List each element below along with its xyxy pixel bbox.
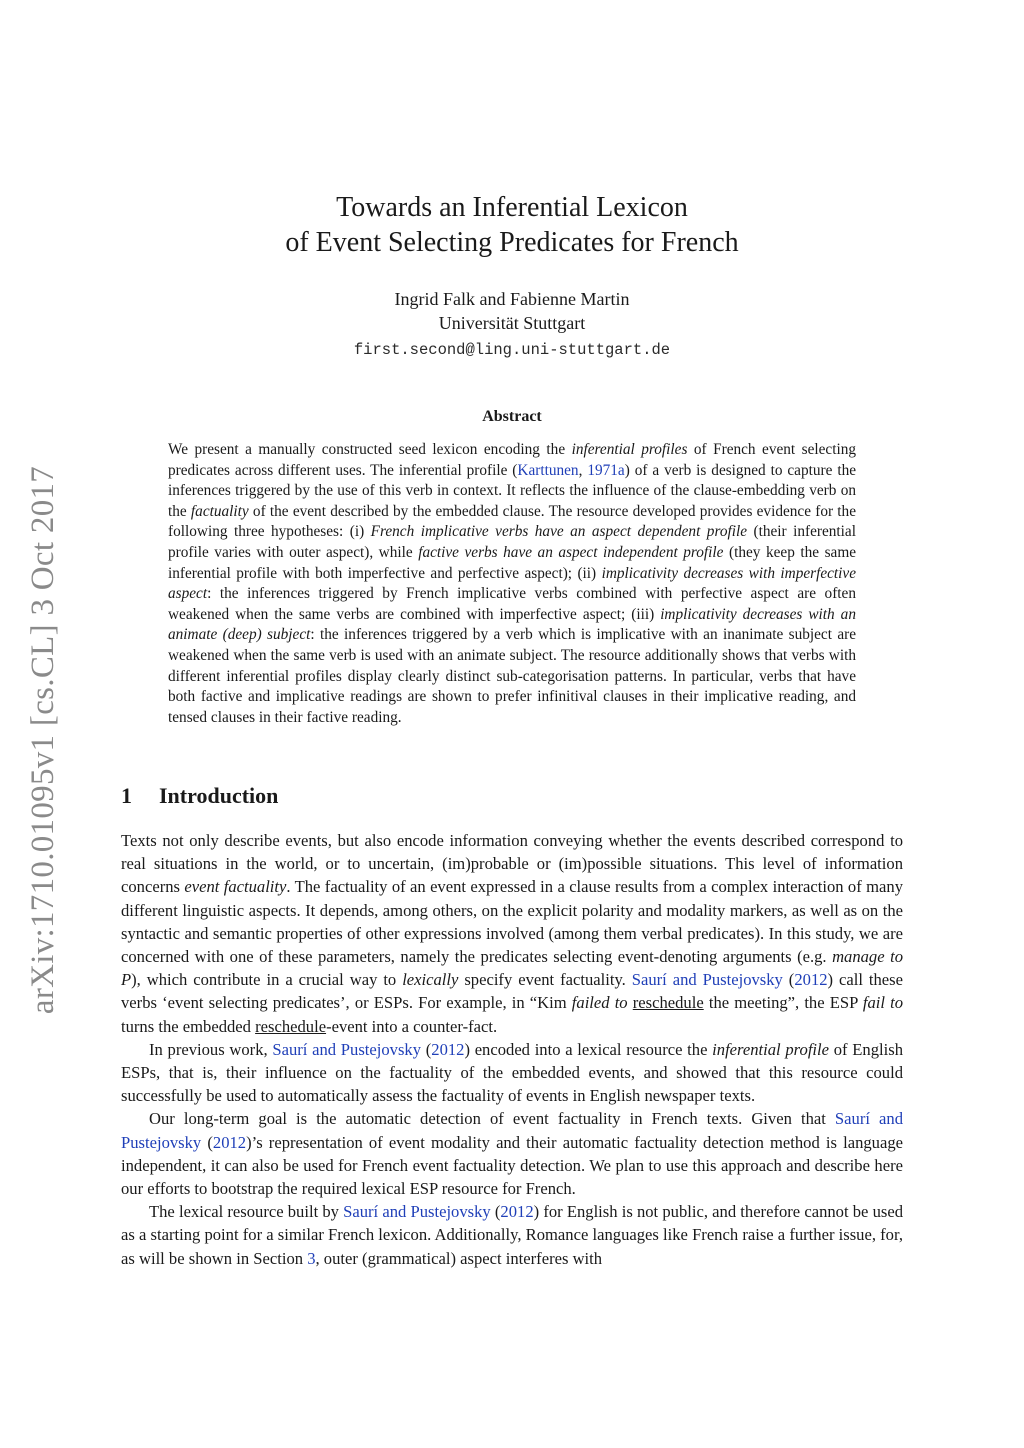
text-run: ( xyxy=(201,1132,213,1152)
text-run: . The factuality of an event expressed in a clause results from a complex interaction of many different linguistic aspects. It depends, among others, on the explicit polarity and modality markers, as well as on the syntactic and semantic properties of other expressions involved (among them verbal predicates). In this study, we are concerned with one of these parameters, namely the predicates selecting event-denoting arguments (e.g. xyxy=(121,877,903,967)
author-affiliation: Universität Stuttgart xyxy=(438,313,586,333)
italic-text: event factuality xyxy=(184,877,287,897)
italic-text: implicativity decreases with imperfective aspect xyxy=(168,564,856,603)
text-run: ( xyxy=(490,1202,501,1222)
citation-link[interactable]: Karttunen xyxy=(517,461,579,479)
body-text xyxy=(121,829,903,1270)
text-run: ( xyxy=(421,1039,432,1059)
text-run: : the inferences triggered by a verb which is implicative with an inanimate subject are weakened when the same verb is used with an animate subject. The resource additionally shows that verbs with different inferential profiles display clearly distinct sub-categorisation patterns. In particular, verbs that have both factive and implicative readings are shown to prefer infinitival clauses in their implicative reading, and tensed clauses in their factive reading. xyxy=(168,626,856,726)
italic-text: factive verbs have an aspect independent profile xyxy=(418,543,724,561)
italic-text: fail to xyxy=(862,993,903,1013)
text-run: (their inferential profile varies with outer aspect), while xyxy=(168,523,856,561)
italic-text: lexically xyxy=(402,970,459,990)
paper-title xyxy=(160,190,864,260)
text-run: of French event selecting predicates across different uses. The inferential profile ( xyxy=(168,441,856,479)
italic-text: inferential profile xyxy=(712,1039,830,1059)
text-run: , xyxy=(578,461,588,479)
text-run: ) of a verb is designed to capture the inferences triggered by the use of this verb in context. It reflects the influence of the clause-embedding verb on the xyxy=(168,461,857,520)
underlined-text: reschedule xyxy=(255,1016,327,1036)
text-run: -event into a counter-fact. xyxy=(326,1016,498,1036)
paragraph xyxy=(121,829,903,1038)
citation-link[interactable]: Saurí and Pustejovsky xyxy=(631,970,783,990)
paragraph xyxy=(121,1038,903,1108)
citation-link[interactable]: Saurí and Pustejovsky xyxy=(343,1202,491,1222)
text-run: : the inferences triggered by French implicative verbs combined with perfective aspect are often weakened when the same verbs are combined with imperfective aspect; (iii) xyxy=(168,585,856,623)
italic-text: factuality xyxy=(190,502,249,520)
italic-text: French implicative verbs have an aspect dependent profile xyxy=(370,523,748,541)
italic-text: implicativity decreases with an animate (deep) subject xyxy=(168,605,856,644)
text-run: ) for English is not public, and therefore cannot be used as a starting point for a similar French lexicon. Additionally, Romance languages like French raise a further issue, for, as will be shown in Section xyxy=(121,1202,904,1268)
citation-link[interactable]: Saurí and Pustejovsky xyxy=(272,1039,422,1059)
author-email: first.second@ling.uni-stuttgart.de xyxy=(353,341,671,359)
title-line-2: of Event Selecting Predicates for French xyxy=(285,227,739,258)
abstract-heading: Abstract xyxy=(482,408,542,425)
underlined-text: reschedule xyxy=(632,993,704,1013)
italic-text: failed to xyxy=(571,993,628,1013)
paragraph xyxy=(121,1200,903,1270)
citation-link[interactable]: Saurí and Pustejovsky xyxy=(121,1109,903,1152)
paragraph xyxy=(121,1107,903,1200)
text-run: ) call these verbs ‘event selecting predicates’, or ESPs. For example, in “Kim xyxy=(121,970,903,1013)
text-run: ), which contribute in a crucial way to xyxy=(131,970,403,990)
text-run: the meeting”, the ESP xyxy=(703,993,863,1013)
text-run: of English ESPs, that is, their influence on the factuality of the embedded events, and showed that this resource could successfully be used to automatically assess the factuality of events in English newspaper texts. xyxy=(121,1039,903,1106)
text-run: Texts not only describe events, but also encode information conveying whether the events described correspond to real situations in the world, or to uncertain, (im)probable or (im)possible situations. This level of information concerns xyxy=(121,831,903,897)
author-block xyxy=(160,287,864,335)
section-heading xyxy=(121,782,278,810)
italic-text: inferential profiles xyxy=(571,441,688,458)
title-line-1: Towards an Inferential Lexicon xyxy=(336,192,688,223)
text-run: Our long-term goal is the automatic detection of event factuality in French texts. Given that xyxy=(149,1109,835,1129)
arxiv-identifier: arXiv:1710.01095v1 [cs.CL] 3 Oct 2017 xyxy=(25,465,61,1015)
text-run: , outer (grammatical) aspect interferes with xyxy=(315,1248,603,1268)
citation-link[interactable]: 2012 xyxy=(794,970,828,990)
text-run: )’s representation of event modality and their automatic factuality detection method is language independent, it can also be used for French event factuality detection. We plan to use this approach and describe here our efforts to bootstrap the required lexical ESP resource for French. xyxy=(121,1132,903,1199)
text-run: The lexical resource built by xyxy=(149,1202,344,1222)
italic-text: manage to P xyxy=(121,947,903,990)
citation-link[interactable]: 2012 xyxy=(500,1202,534,1222)
text-run: specify event factuality. xyxy=(458,970,632,990)
text-run: (they keep the same inferential profile with both imperfective and perfective aspect); (ii) xyxy=(168,543,857,582)
text-run: of the event described by the embedded clause. The resource developed provides evidence for the following three hypotheses: (i) xyxy=(168,502,856,541)
section-title: Introduction xyxy=(159,783,279,808)
author-names: Ingrid Falk and Fabienne Martin xyxy=(394,289,630,309)
citation-link[interactable]: 2012 xyxy=(212,1132,247,1152)
text-run: In previous work, xyxy=(149,1039,273,1059)
citation-link[interactable]: 2012 xyxy=(431,1039,465,1059)
text-run: ) encoded into a lexical resource the xyxy=(464,1039,713,1059)
text-run: ( xyxy=(782,970,795,990)
text-run: turns the embedded xyxy=(121,1016,256,1036)
section-number: 1 xyxy=(121,783,132,808)
abstract-body xyxy=(168,440,856,728)
citation-link[interactable]: 1971a xyxy=(587,461,625,479)
citation-link[interactable]: 3 xyxy=(307,1248,316,1268)
text-run: We present a manually constructed seed lexicon encoding the xyxy=(168,441,572,458)
